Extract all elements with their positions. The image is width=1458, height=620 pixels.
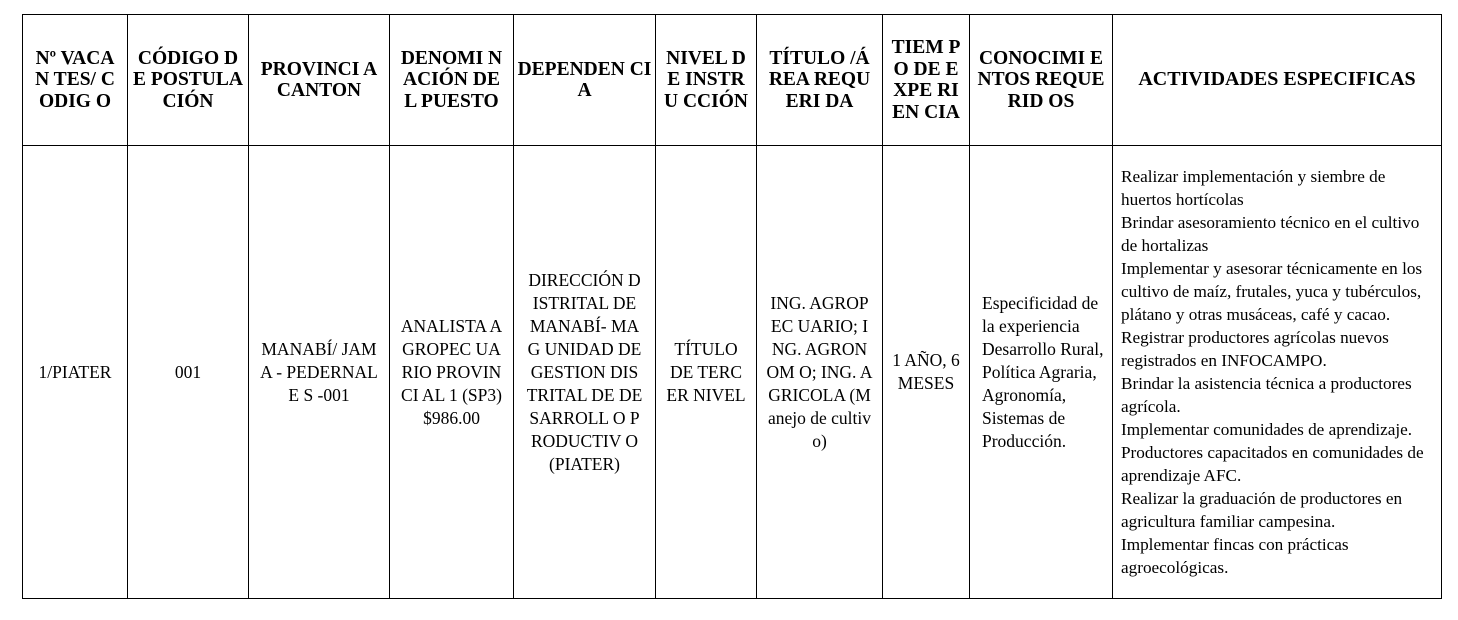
- cell-dependencia: [514, 146, 656, 599]
- activity-item: Brindar la asistencia técnica a productores agrícola.: [1121, 374, 1412, 416]
- header-titulo-label: TÍTULO /ÁREA REQUERI DA: [768, 47, 871, 112]
- header-dependencia-label: DEPENDEN CIA: [517, 58, 652, 101]
- cell-codigo: [128, 146, 249, 599]
- cell-actividades: [1113, 146, 1442, 599]
- activity-item: Realizar implementación y siembre de huertos hortícolas: [1121, 167, 1386, 209]
- header-tiempo: [883, 15, 970, 146]
- cell-conocimientos-text: Especificidad de la experiencia Desarrollo Rural, Política Agraria, Agronomía, Sistemas de Producción.: [982, 292, 1104, 451]
- cell-nivel: [656, 146, 757, 599]
- cell-titulo: [757, 146, 883, 599]
- activity-item: Registrar productores agrícolas nuevos registrados en INFOCAMPO.: [1121, 328, 1389, 370]
- cell-provincia-text: MANABÍ/ JAMA - PEDERNALE S -001: [260, 338, 378, 405]
- cell-dependencia-text: DIRECCIÓN DISTRITAL DE MANABÍ- MAG UNIDAD DE GESTION DISTRITAL DE DESARROLL O PRODUCTIV O (PIATER): [526, 269, 643, 474]
- header-codigo-label: CÓDIGO DE POSTULA CIÓN: [133, 47, 243, 112]
- header-conocimientos-label: CONOCIMI ENTOS REQUERID OS: [977, 47, 1105, 112]
- cell-titulo-text: ING. AGROPEC UARIO; ING. AGRONOM O; ING. AGRICOLA (Manejo de cultivo): [766, 292, 873, 451]
- vacancy-table: [22, 14, 1442, 599]
- header-vacantes: [23, 15, 128, 146]
- header-actividades: [1113, 15, 1442, 146]
- header-provincia-label: PROVINCI A CANTON: [260, 58, 378, 101]
- header-actividades-label: ACTIVIDADES ESPECIFICAS: [1138, 68, 1416, 91]
- table-row: [23, 146, 1442, 599]
- cell-vacantes: [23, 146, 128, 599]
- header-dependencia: [514, 15, 656, 146]
- cell-puesto-text: ANALISTA AGROPEC UARIO PROVINCI AL 1 (SP3) $986.00: [400, 315, 503, 428]
- activity-item: Brindar asesoramiento técnico en el cultivo de hortalizas: [1121, 213, 1420, 255]
- header-titulo: [757, 15, 883, 146]
- header-tiempo-label: TIEM PO DE EXPE RIEN CIA: [891, 37, 961, 123]
- header-row: [23, 15, 1442, 146]
- cell-vacantes-text: 1/PIATER: [38, 361, 112, 382]
- cell-tiempo: [883, 146, 970, 599]
- activity-item: Implementar fincas con prácticas agroecológicas.: [1121, 535, 1349, 577]
- cell-codigo-text: 001: [174, 361, 202, 382]
- header-puesto: [390, 15, 514, 146]
- cell-tiempo-text: 1 AÑO, 6 MESES: [892, 350, 960, 393]
- activity-item: Implementar comunidades de aprendizaje.: [1121, 420, 1413, 439]
- activity-item: Implementar y asesorar técnicamente en los cultivo de maíz, frutales, yuca y tubérculos, plátano y otras musáceas, café y cacao.: [1121, 259, 1423, 324]
- header-nivel-label: NIVEL DE INSTRU CCIÓN: [664, 47, 748, 112]
- cell-conocimientos: [970, 146, 1113, 599]
- header-vacantes-label: Nº VACAN TES/ CODIG O: [35, 47, 115, 112]
- cell-puesto: [390, 146, 514, 599]
- header-nivel: [656, 15, 757, 146]
- header-conocimientos: [970, 15, 1113, 146]
- header-puesto-label: DENOMI NACIÓN DEL PUESTO: [400, 47, 503, 112]
- activity-item: Realizar la graduación de productores en agricultura familiar campesina.: [1121, 489, 1403, 531]
- cell-provincia: [249, 146, 390, 599]
- header-provincia: [249, 15, 390, 146]
- activity-item: Productores capacitados en comunidades de aprendizaje AFC.: [1121, 443, 1424, 485]
- cell-nivel-text: TÍTULO DE TERCER NIVEL: [666, 338, 746, 405]
- header-codigo: [128, 15, 249, 146]
